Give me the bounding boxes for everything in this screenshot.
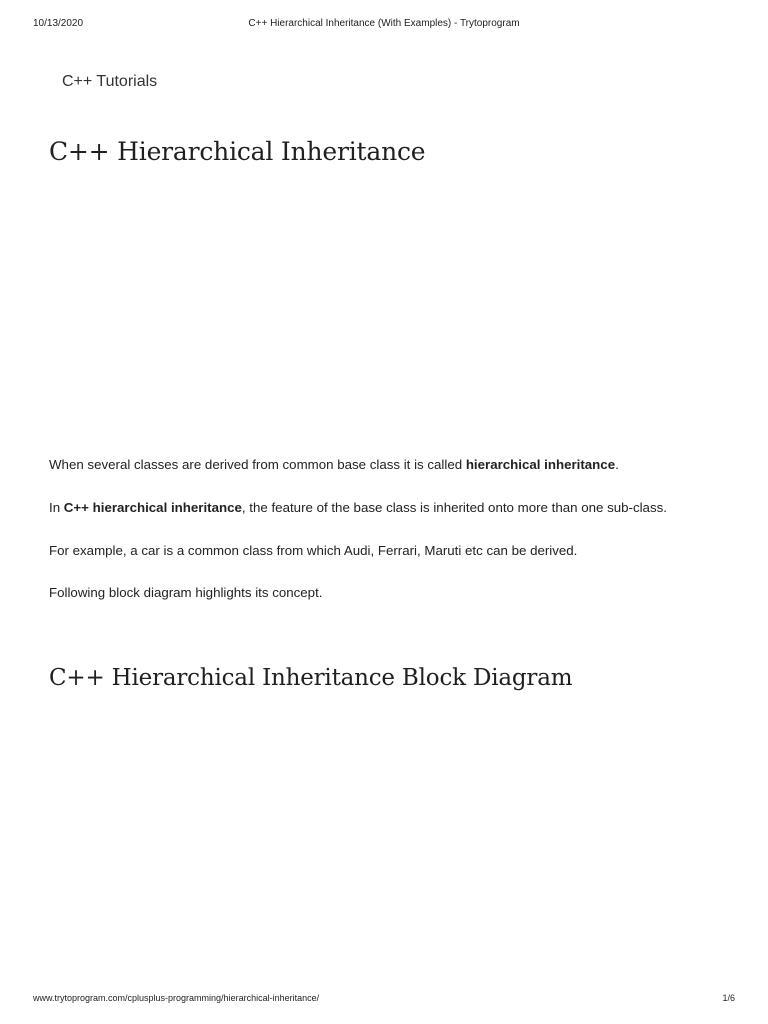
- print-footer-url: www.trytoprogram.com/cplusplus-programming/hierarchical-inheritance/: [33, 993, 320, 1003]
- paragraph-example: For example, a car is a common class from which Audi, Ferrari, Maruti etc can be derived.: [49, 543, 578, 558]
- article-title: C++ Hierarchical Inheritance: [49, 137, 426, 166]
- bold-term: hierarchical inheritance: [465, 457, 616, 472]
- paragraph-text: In: [49, 500, 64, 515]
- paragraph-text: , the feature of the base class is inherited onto more than one sub-class.: [241, 500, 667, 515]
- print-header-title: C++ Hierarchical Inheritance (With Examples) - Trytoprogram: [248, 18, 520, 29]
- category-link[interactable]: C++ Tutorials: [62, 73, 158, 90]
- paragraph-text: .: [615, 457, 619, 472]
- section-heading: C++ Hierarchical Inheritance Block Diagram: [49, 665, 573, 691]
- blank-diagram-area: [49, 715, 719, 975]
- bold-term: C++ hierarchical inheritance: [63, 500, 242, 515]
- paragraph-feature: [49, 500, 667, 515]
- print-date: 10/13/2020: [33, 18, 84, 29]
- page-number: 1/6: [722, 993, 735, 1003]
- paragraph-diagram-intro: Following block diagram highlights its concept.: [49, 585, 323, 600]
- blank-content-area: [49, 190, 719, 430]
- paragraph-definition: [49, 457, 619, 472]
- paragraph-text: When several classes are derived from common base class it is called: [49, 457, 466, 472]
